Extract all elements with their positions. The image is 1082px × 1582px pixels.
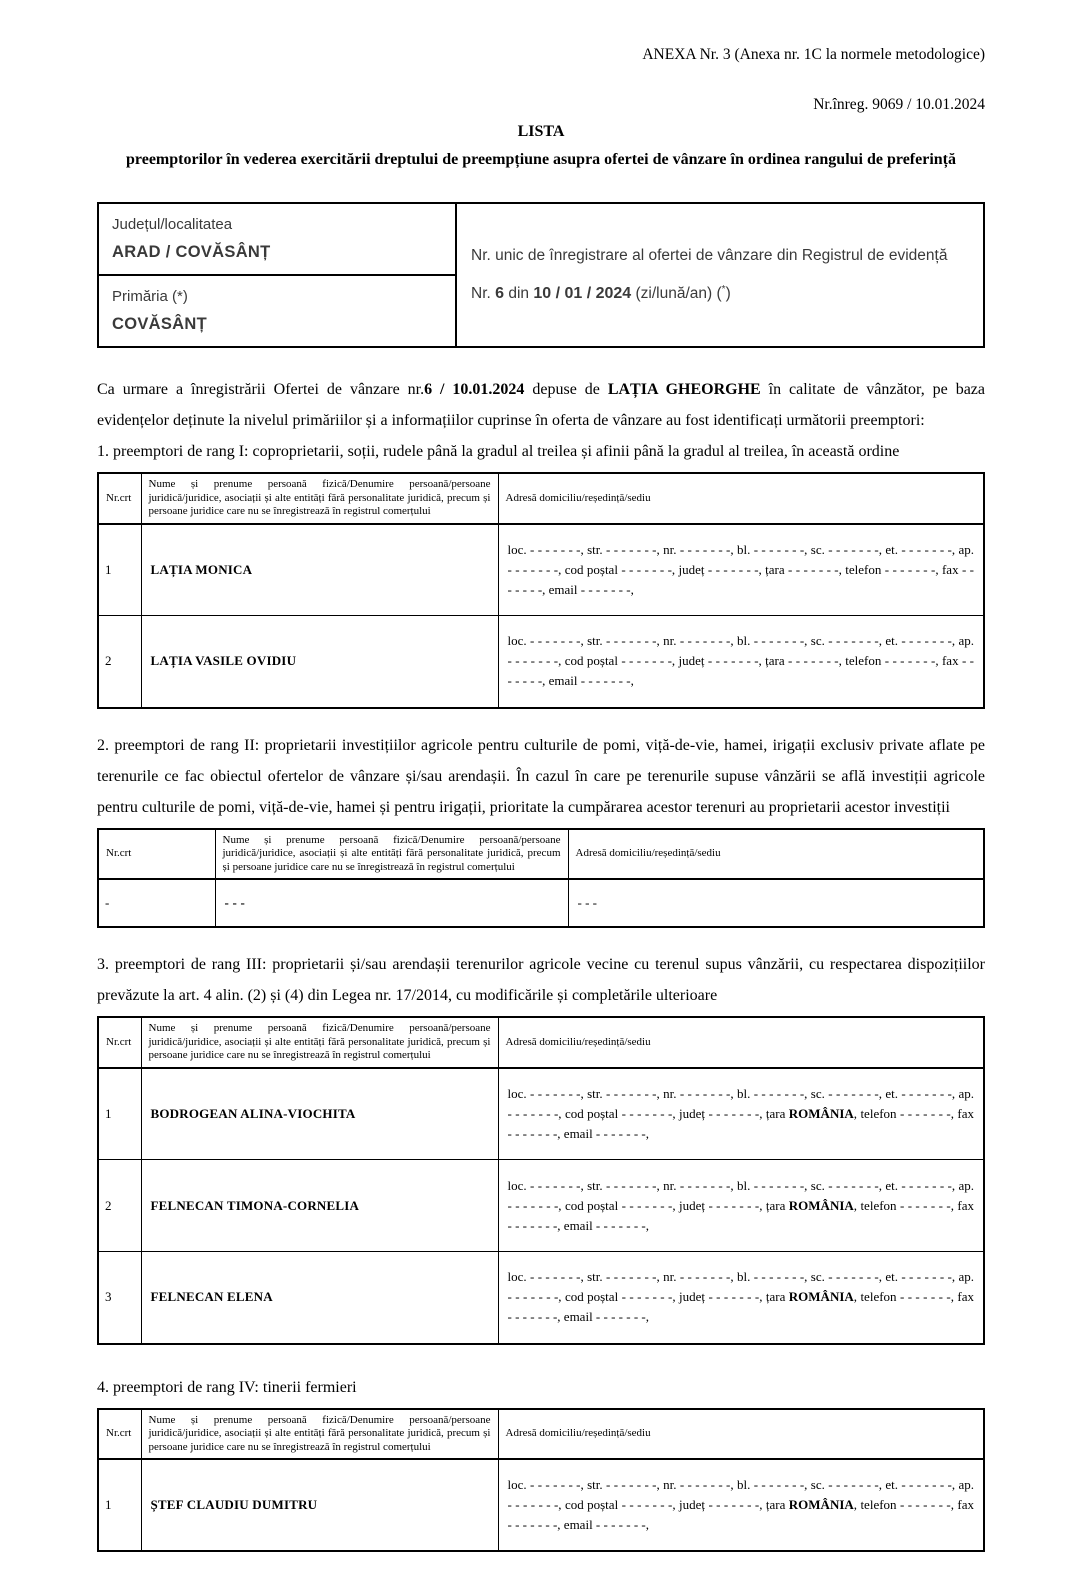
preemptor-name: LAȚIA MONICA: [141, 524, 498, 616]
section-1-heading: 1. preemptori de rang I: coproprietarii, soții, rudele până la gradul al treilea și afinii până la gradul al treilea, în această ordine: [97, 443, 900, 460]
preemptor-address: [498, 1459, 984, 1551]
address-text: , telefon - - - - - - -, fax - - - - - - -, email - - - - - - -,: [507, 1497, 974, 1532]
reg-close-paren: ): [725, 285, 731, 303]
row-number: 2: [98, 616, 141, 708]
reg-suffix: (zi/lună/an) (: [631, 285, 722, 303]
document-subtitle: preemptorilor în vederea exercitării dreptului de preempțiune asupra ofertei de vânzare în ordinea rangului de preferință: [126, 151, 956, 168]
column-header-nr: Nr.crt: [98, 1409, 141, 1460]
row-number: 1: [98, 1459, 141, 1551]
address-text: , telefon - - - - - - -, fax - - - - - - -, email - - - - - - -,: [507, 1105, 974, 1141]
row-number: 1: [98, 1068, 141, 1160]
offer-registration-cell: [456, 203, 984, 347]
intro-text: Ca urmare a înregistrării Ofertei de vânzare nr.: [97, 381, 425, 398]
cityhall-label: Primăria (*): [112, 288, 188, 305]
reg-footnote-star: *: [721, 283, 726, 295]
registration-number-line: Nr.înreg. 9069 / 10.01.2024: [813, 96, 985, 113]
address-country: ROMÂNIA: [788, 1289, 854, 1305]
table-header-row: [98, 1409, 984, 1460]
column-header-name: Nume și prenume persoană fizică/Denumire persoană/persoane juridică/juridice, asociații și alte entități fără personalitate juridică, precum și persoane juridice care nu se înregistrează în registrul comerțului: [141, 473, 498, 524]
preemptor-address: [498, 1068, 984, 1160]
table-row: [98, 1160, 984, 1252]
row-number: 3: [98, 1252, 141, 1344]
reg-din: din: [504, 285, 534, 303]
intro-text: depuse de: [524, 381, 608, 398]
preemptor-address: [568, 879, 984, 927]
reg-date: 10 / 01 / 2024: [533, 285, 632, 303]
table-row: [98, 203, 984, 275]
address-text: - - -: [577, 895, 597, 910]
address-country: ROMÂNIA: [788, 1197, 854, 1213]
county-label: Județul/localitatea: [112, 216, 233, 233]
offer-registration-text: Nr. unic de înregistrare al ofertei de vânzare din Registrul de evidență: [471, 246, 948, 264]
column-header-address: Adresă domiciliu/reședință/sediu: [568, 829, 984, 880]
column-header-nr: Nr.crt: [98, 473, 141, 524]
address-country: ROMÂNIA: [788, 1105, 854, 1121]
address-text: loc. - - - - - - -, str. - - - - - - -, nr. - - - - - - -, bl. - - - - - - -, sc. - - - - - - -, et. - - - - - - -, ap. - - - - - - -, cod poștal - - - - - - -, județ - - - - - - -, țara - - - - - - -, telefon - - - - - - -, fax - - - - - - -, email - - - - - - -,: [507, 633, 974, 689]
anexa-reference: ANEXA Nr. 3 (Anexa nr. 1C la normele metodologice): [642, 46, 985, 63]
preemptor-name: LAȚIA VASILE OVIDIU: [141, 616, 498, 708]
address-text: loc. - - - - - - -, str. - - - - - - -, nr. - - - - - - -, bl. - - - - - - -, sc. - - - - - - -, et. - - - - - - -, ap. - - - - - - -, cod poștal - - - - - - -, județ - - - - - - -, țara - - - - - - -, telefon - - - - - - -, fax - - - - - - -, email - - - - - - -,: [507, 541, 974, 597]
table-row: [98, 1068, 984, 1160]
preemptor-name: FELNECAN ELENA: [141, 1252, 498, 1344]
intro-text: în calitate de vânzător, pe baza evidențelor deținute la nivelul primăriilor și a informațiilor cuprinse în oferta de vânzare au fost identificați următorii preemptori:: [97, 381, 985, 429]
offer-registration-number: [471, 274, 969, 310]
preemptor-name: BODROGEAN ALINA-VIOCHITA: [141, 1068, 498, 1160]
address-country: ROMÂNIA: [788, 1497, 854, 1512]
table-header-row: [98, 473, 984, 524]
preemptor-address: [498, 616, 984, 708]
column-header-name: Nume și prenume persoană fizică/Denumire persoană/persoane juridică/juridice, asociații și alte entități fără personalitate juridică, precum și persoane juridice care nu se înregistrează în registrul comerțului: [141, 1409, 498, 1460]
column-header-address: Adresă domiciliu/reședință/sediu: [498, 1409, 984, 1460]
column-header-name: Nume și prenume persoană fizică/Denumire persoană/persoane juridică/juridice, asociații și alte entități fără personalitate juridică, precum și persoane juridice care nu se înregistrează în registrul comerțului: [141, 1017, 498, 1068]
preemptor-name: ȘTEF CLAUDIU DUMITRU: [141, 1459, 498, 1551]
preemptors-rank2-table: [97, 828, 985, 929]
preemptor-address: [498, 1160, 984, 1252]
table-header-row: [98, 829, 984, 880]
section-2-heading: 2. preemptori de rang II: proprietarii investițiilor agricole pentru culturile de pomi, viță-de-vie, hamei, irigații exclusiv private aflate pe terenurile ce fac obiectul ofertelor de vânzare și/sau arendașii. În cazul în care pe terenurile supuse vânzării se află investiții agricole pentru culturile de pomi, viță-de-vie, hamei și pentru irigații, prioritate la cumpărarea acestor terenuri au proprietarii acestor investiții: [97, 736, 985, 816]
column-header-name: Nume și prenume persoană fizică/Denumire persoană/persoane juridică/juridice, asociații și alte entități fără personalitate juridică, precum și persoane juridice care nu se înregistrează în registrul comerțului: [215, 829, 568, 880]
table-row: [98, 616, 984, 708]
column-header-nr: Nr.crt: [98, 829, 215, 880]
preemptors-rank4-table: [97, 1408, 985, 1553]
preemptor-name: FELNECAN TIMONA-CORNELIA: [141, 1160, 498, 1252]
row-number: 2: [98, 1160, 141, 1252]
county-value: ARAD / COVĂSÂNȚ: [112, 243, 271, 261]
address-text: , telefon - - - - - - -, fax - - - - - - -, email - - - - - - -,: [507, 1197, 974, 1233]
preemptor-address: [498, 1252, 984, 1344]
address-text: loc. - - - - - - -, str. - - - - - - -, nr. - - - - - - -, bl. - - - - - - -, sc. - - - - - - -, et. - - - - - - -, ap. - - - - - - -, cod poștal - - - - - - -, județ - - - - - - -, țara: [507, 1177, 974, 1213]
address-text: loc. - - - - - - -, str. - - - - - - -, nr. - - - - - - -, bl. - - - - - - -, sc. - - - - - - -, et. - - - - - - -, ap. - - - - - - -, cod poștal - - - - - - -, județ - - - - - - -, țara: [507, 1477, 974, 1512]
document-title: LISTA: [517, 123, 565, 140]
preemptor-name: - - -: [215, 879, 568, 927]
address-text: loc. - - - - - - -, str. - - - - - - -, nr. - - - - - - -, bl. - - - - - - -, sc. - - - - - - -, et. - - - - - - -, ap. - - - - - - -, cod poștal - - - - - - -, județ - - - - - - -, țara: [507, 1269, 974, 1305]
row-number: -: [98, 879, 215, 927]
table-header-row: [98, 1017, 984, 1068]
preemptors-rank1-table: [97, 472, 985, 709]
table-row: [98, 524, 984, 616]
column-header-address: Adresă domiciliu/reședință/sediu: [498, 473, 984, 524]
county-cell: [98, 203, 456, 275]
seller-name: LAȚIA GHEORGHE: [607, 381, 761, 398]
address-text: loc. - - - - - - -, str. - - - - - - -, nr. - - - - - - -, bl. - - - - - - -, sc. - - - - - - -, et. - - - - - - -, ap. - - - - - - -, cod poștal - - - - - - -, județ - - - - - - -, țara: [507, 1085, 974, 1121]
preemptors-rank3-table: [97, 1016, 985, 1345]
section-4-heading: 4. preemptori de rang IV: tinerii fermieri: [97, 1378, 357, 1396]
address-text: , telefon - - - - - - -, fax - - - - - - -, email - - - - - - -,: [507, 1289, 974, 1325]
cityhall-cell: [98, 275, 456, 347]
column-header-address: Adresă domiciliu/reședință/sediu: [498, 1017, 984, 1068]
table-row: [98, 1252, 984, 1344]
county-registration-table: [97, 202, 985, 348]
column-header-nr: Nr.crt: [98, 1017, 141, 1068]
table-row: [98, 879, 984, 927]
cityhall-value: COVĂSÂNȚ: [112, 315, 207, 333]
intro-paragraph: [97, 374, 985, 436]
preemptor-address: [498, 524, 984, 616]
reg-number: 6: [495, 285, 505, 303]
reg-prefix: Nr.: [471, 285, 496, 303]
offer-number: 6 / 10.01.2024: [424, 381, 525, 398]
table-row: [98, 1459, 984, 1551]
row-number: 1: [98, 524, 141, 616]
section-3-heading: 3. preemptori de rang III: proprietarii și/sau arendașii terenurilor agricole vecine cu terenul supus vânzării, cu respectarea dispozițiilor prevăzute la art. 4 alin. (2) și (4) din Legea nr. 17/2014, cu modificările și completările ulterioare: [97, 956, 985, 1004]
